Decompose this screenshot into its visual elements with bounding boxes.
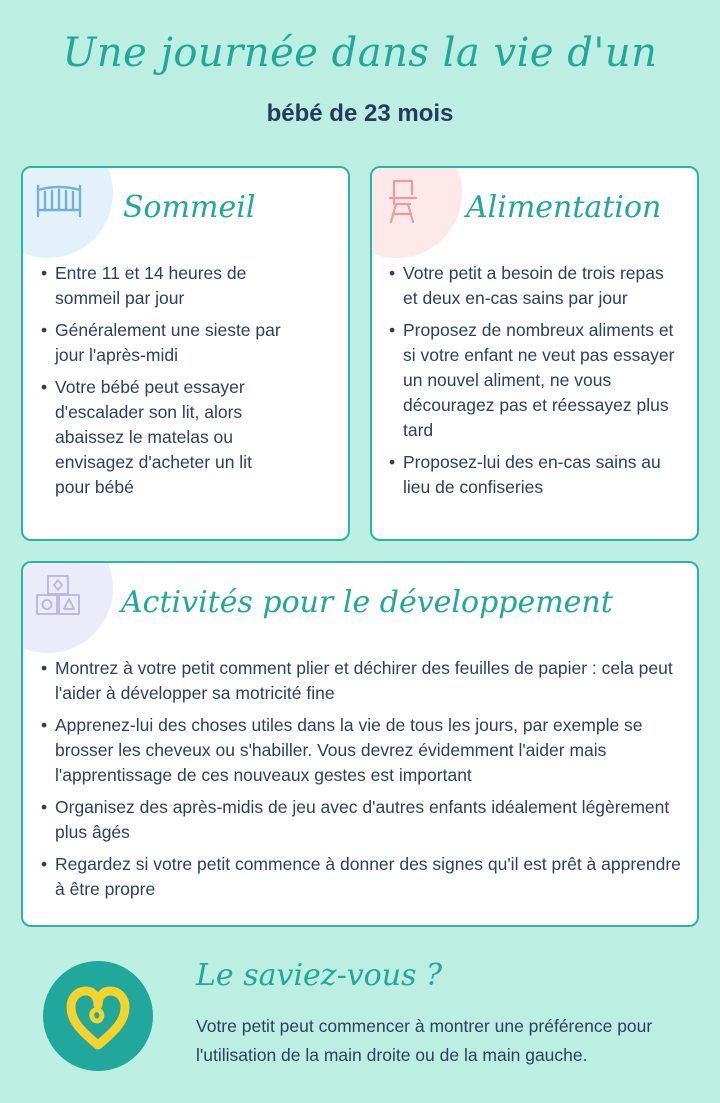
list-item: • Regardez si votre petit commence à donner des signes qu'il est prêt à apprendre à être propre	[41, 852, 686, 902]
high-chair-icon	[386, 178, 422, 224]
development-list	[41, 656, 686, 909]
heart-logo-badge	[43, 961, 153, 1071]
toy-blocks-icon	[35, 573, 81, 617]
list-item: • Proposez de nombreux aliments et si votre enfant ne veut pas essayer un nouvel aliment, ne vous découragez pas et réessayez plus tard	[389, 318, 679, 443]
sleep-list	[41, 261, 281, 507]
list-item: • Généralement une sieste par jour l'après-midi	[41, 318, 281, 368]
list-item: • Entre 11 et 14 heures de sommeil par jour	[41, 261, 281, 311]
food-list	[389, 261, 679, 507]
list-item: • Organisez des après-midis de jeu avec d'autres enfants idéalement légèrement plus âgés	[41, 795, 686, 845]
tip-title: Le saviez-vous ?	[196, 958, 443, 993]
sleep-title: Sommeil	[123, 190, 256, 225]
heart-logo-icon	[43, 961, 153, 1071]
list-item: • Votre petit a besoin de trois repas et deux en-cas sains par jour	[389, 261, 679, 311]
page-subtitle: bébé de 23 mois	[266, 100, 454, 127]
food-card	[370, 166, 699, 541]
development-card	[21, 561, 699, 927]
list-item: • Apprenez-lui des choses utiles dans la vie de tous les jours, par exemple se brosser les cheveux ou s'habiller. Vous devrez évidemment l'aider mais l'apprentissage de ces nouveaux gestes est important	[41, 713, 686, 788]
development-title: Activités pour le développement	[121, 585, 613, 620]
list-item: • Proposez-lui des en-cas sains au lieu de confiseries	[389, 450, 679, 500]
list-item: • Montrez à votre petit comment plier et déchirer des feuilles de papier : cela peut l'aider à développer sa motricité fine	[41, 656, 686, 706]
crib-icon	[35, 180, 83, 220]
page-title: Une journée dans la vie d'un	[62, 30, 658, 76]
tip-text: Votre petit peut commencer à montrer une préférence pour l'utilisation de la main droite ou de la main gauche.	[196, 1016, 653, 1065]
sleep-card	[21, 166, 350, 541]
list-item: • Votre bébé peut essayer d'escalader son lit, alors abaissez le matelas ou envisagez d'acheter un lit pour bébé	[41, 375, 281, 500]
food-title: Alimentation	[466, 190, 662, 225]
